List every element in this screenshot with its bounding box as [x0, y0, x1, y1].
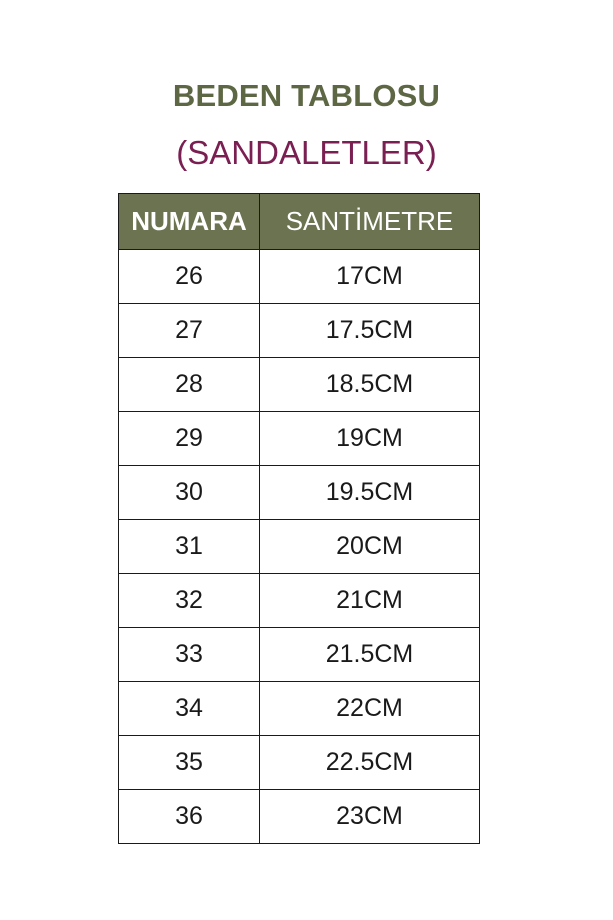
page-subtitle: (SANDALETLER) [176, 134, 437, 171]
cell-santimetre: 22CM [260, 682, 480, 736]
table-row [119, 790, 480, 844]
table-header [119, 194, 480, 250]
page-title: BEDEN TABLOSU [172, 78, 441, 113]
cell-santimetre: 19.5CM [260, 466, 480, 520]
cell-numara: 29 [119, 412, 260, 466]
cell-santimetre: 18.5CM [260, 358, 480, 412]
table-row [119, 628, 480, 682]
cell-numara: 34 [119, 682, 260, 736]
cell-numara: 31 [119, 520, 260, 574]
cell-numara: 36 [119, 790, 260, 844]
table-row [119, 574, 480, 628]
column-header-numara: NUMARA [119, 194, 260, 250]
cell-numara: 35 [119, 736, 260, 790]
table-row [119, 358, 480, 412]
cell-santimetre: 20CM [260, 520, 480, 574]
table-row [119, 682, 480, 736]
cell-santimetre: 21.5CM [260, 628, 480, 682]
table-header-row [119, 194, 480, 250]
table-row [119, 520, 480, 574]
cell-santimetre: 21CM [260, 574, 480, 628]
cell-santimetre: 22.5CM [260, 736, 480, 790]
size-table [118, 193, 480, 844]
cell-numara: 30 [119, 466, 260, 520]
cell-santimetre: 17CM [260, 250, 480, 304]
cell-numara: 33 [119, 628, 260, 682]
table-row [119, 466, 480, 520]
cell-santimetre: 19CM [260, 412, 480, 466]
table-body [119, 250, 480, 844]
cell-numara: 27 [119, 304, 260, 358]
table-row [119, 736, 480, 790]
cell-santimetre: 17.5CM [260, 304, 480, 358]
cell-numara: 26 [119, 250, 260, 304]
cell-numara: 28 [119, 358, 260, 412]
column-header-santimetre: SANTİMETRE [260, 194, 480, 250]
table-row [119, 304, 480, 358]
cell-numara: 32 [119, 574, 260, 628]
cell-santimetre: 23CM [260, 790, 480, 844]
table-row [119, 412, 480, 466]
table-row [119, 250, 480, 304]
